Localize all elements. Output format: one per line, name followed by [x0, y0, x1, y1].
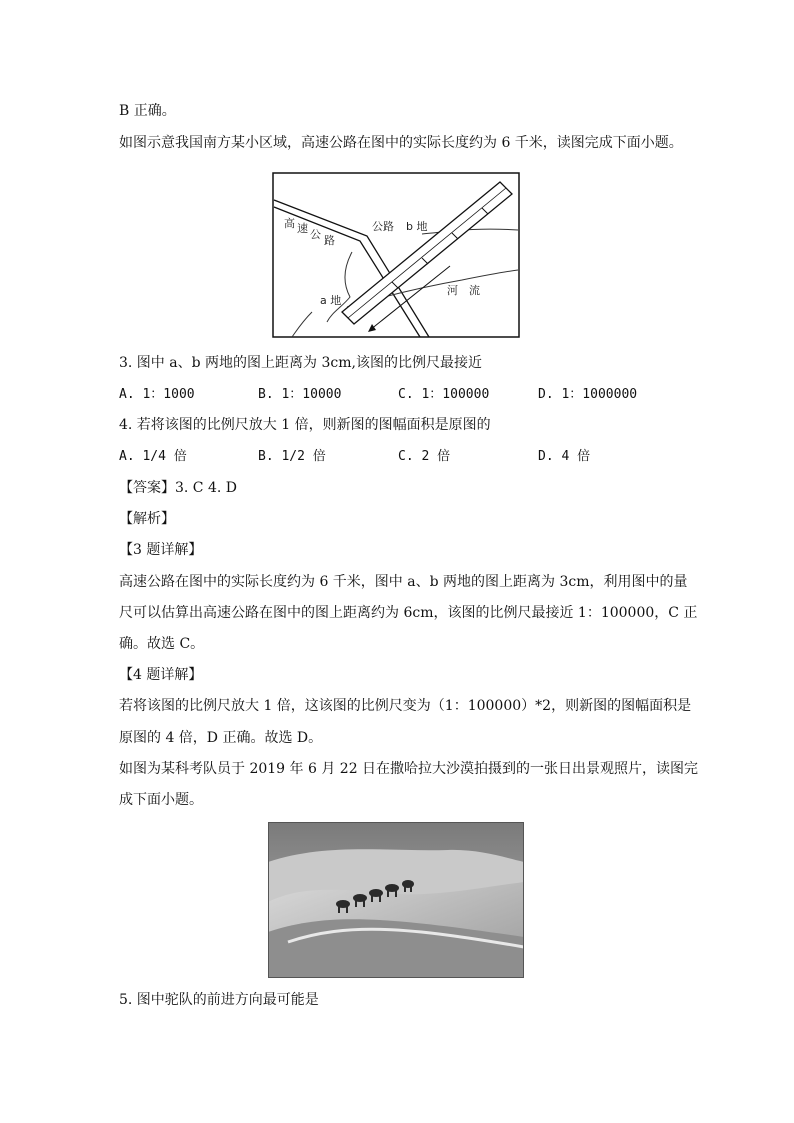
- option-3a: A. 1：1000: [119, 387, 195, 402]
- answer-line: 【答案】3. C 4. D: [119, 480, 238, 496]
- option-3b: B. 1：10000: [258, 387, 342, 402]
- detail-3-text: 高速公路在图中的实际长度约为 6 千米，图中 a、b 两地的图上距离为 3cm，利用图中的量: [119, 574, 688, 590]
- option-4b: B. 1/2 倍: [258, 449, 326, 464]
- detail-3-text: 确。故选 C。: [119, 636, 205, 652]
- text-line: 如图示意我国南方某小区域，高速公路在图中的实际长度约为 6 千米，读图完成下面小题。: [119, 135, 683, 151]
- paragraph-5: 成下面小题。: [119, 792, 203, 808]
- option-4c: C. 2 倍: [398, 449, 451, 464]
- label-b-place: b 地: [406, 220, 428, 233]
- label-highway-1: 高: [284, 217, 295, 230]
- detail-4-heading: 【4 题详解】: [119, 667, 203, 683]
- label-a-place: a 地: [320, 294, 342, 307]
- paragraph-5: 如图为某科考队员于 2019 年 6 月 22 日在撒哈拉大沙漠拍摄到的一张日出景观照片，读图完: [119, 761, 699, 777]
- detail-3-heading: 【3 题详解】: [119, 542, 203, 558]
- option-4d: D. 4 倍: [538, 449, 591, 464]
- option-3d: D. 1：1000000: [538, 387, 638, 402]
- question-3: 3. 图中 a、b 两地的图上距离为 3cm,该图的比例尺最接近: [119, 355, 482, 371]
- text-line: B 正确。: [119, 103, 176, 119]
- map-figure: [272, 172, 520, 338]
- question-4: 4. 若将该图的比例尺放大 1 倍，则新图的图幅面积是原图的: [119, 417, 491, 433]
- desert-photo: [268, 822, 524, 978]
- question-5: 5. 图中驼队的前进方向最可能是: [119, 992, 319, 1008]
- detail-4-text: 原图的 4 倍，D 正确。故选 D。: [119, 730, 323, 746]
- option-4a: A. 1/4 倍: [119, 449, 187, 464]
- analysis-heading: 【解析】: [119, 511, 175, 527]
- detail-4-text: 若将该图的比例尺放大 1 倍，这该图的比例尺变为（1：100000）*2，则新图的图幅面积是: [119, 698, 692, 714]
- label-river: 河 流: [447, 284, 480, 297]
- label-highway-4: 路: [324, 234, 335, 247]
- label-highway-3: 公: [310, 228, 321, 241]
- label-highway-2: 速: [297, 222, 308, 235]
- label-road: 公路: [372, 220, 394, 233]
- detail-3-text: 尺可以估算出高速公路在图中的图上距离约为 6cm，该图的比例尺最接近 1：100000，C 正: [119, 605, 698, 621]
- option-3c: C. 1：100000: [398, 387, 490, 402]
